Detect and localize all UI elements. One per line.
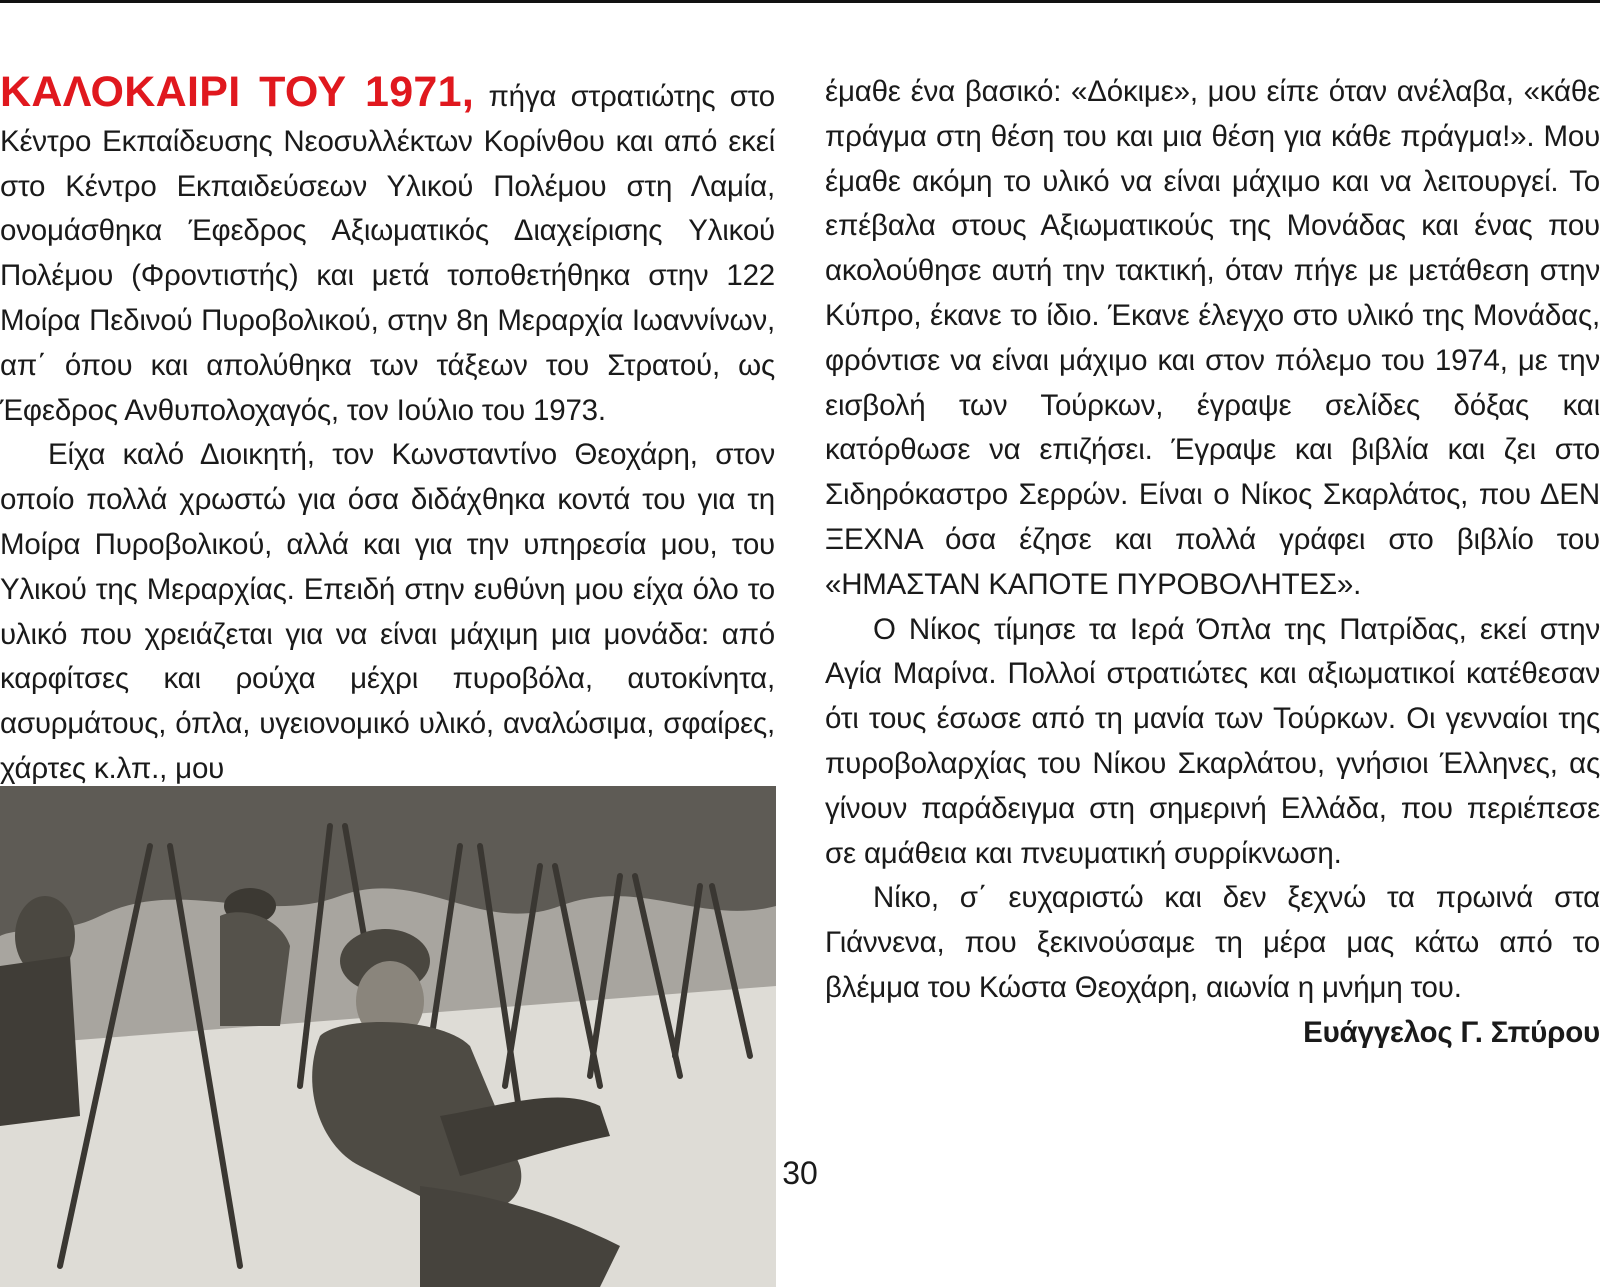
paragraph-2: Είχα καλό Διοικητή, τον Κωνσταντίνο Θεοχάρη, στον οποίο πολλά χρωστώ για όσα διδάχθηκα κοντά του για τη Μοίρα Πυροβολικού, αλλά και για την υπηρεσία μου, του Υλικού της Μεραρχίας. Επειδή στην ευθύνη μου είχα όλο το υλικό που χρειάζεται για να είναι μάχιμη μια μονάδα: από καρφίτσες και ρούχα μέχρι πυροβόλα, αυτοκίνητα, ασυρμάτους, όπλα, υγειονομικό υλικό, αναλώσιμα, σφαίρες, χάρτες κ.λπ., μου [0, 438, 775, 785]
top-rule [0, 0, 1600, 3]
page-number: 30 [782, 1155, 818, 1191]
author-signature: Ευάγγελος Γ. Σπύρου [1303, 1015, 1600, 1049]
soldier-photo [0, 786, 776, 1287]
lead-heading: ΚΑΛΟΚΑΙΡΙ ΤΟΥ 1971, [0, 68, 475, 116]
right-column [825, 70, 1600, 1056]
paragraph-3: Ο Νίκος τίμησε τα Ιερά Όπλα της Πατρίδας, εκεί στην Αγία Μαρίνα. Πολλοί στρατιώτες και αξιωματικοί κατέθεσαν ότι τους έσωσε από τη μανία των Τούρκων. Οι γενναίοι της πυροβολαρχίας του Νίκου Σκαρλάτου, γνήσιοι Έλληνες, ας γίνουν παράδειγμα στη σημερινή Ελλάδα, που περιέπεσε σε αμάθεια και πνευματική συρρίκνωση. [825, 612, 1600, 870]
paragraph-4: Νίκο, σ΄ ευχαριστώ και δεν ξεχνώ τα πρωινά στα Γιάννενα, που ξεκινούσαμε τη μέρα μας κάτω από το βλέμμα του Κώστα Θεοχάρη, αιωνία η μνήμη του. [825, 881, 1600, 1004]
paragraph-1-text: πήγα στρατιώτης στο Κέντρο Εκπαίδευσης Νεοσυλλέκτων Κορίνθου και από εκεί στο Κέντρο Εκπαιδεύσεων Υλικού Πολέμου στη Λαμία, ονομάσθηκα Έφεδρος Αξιωματικός Διαχείρισης Υλικού Πολέμου (Φροντιστής) και μετά τοποθετήθηκα στην 122 Μοίρα Πεδινού Πυροβολικού, στην 8η Μεραρχία Ιωαννίνων, απ΄ όπου και απολύθηκα των τάξεων του Στρατού, ως Έφεδρος Ανθυπολοχαγός, τον Ιούλιο του 1973. [0, 80, 775, 427]
left-column [0, 70, 775, 792]
paragraph-1 [0, 70, 775, 433]
paragraph-2-continued: έμαθε ένα βασικό: «Δόκιμε», μου είπε όταν ανέλαβα, «κάθε πράγμα στη θέση του και μια θέση για κάθε πράγμα!». Μου έμαθε ακόμη το υλικό να είναι μάχιμο και να λειτουργεί. Το επέβαλα στους Αξιωματικούς της Μονάδας και ένας που ακολούθησε αυτή την τακτική, όταν πήγε με μετάθεση στην Κύπρο, έκανε το ίδιο. Έκανε έλεγχο στο υλικό της Μονάδας, φρόντισε να είναι μάχιμο και στον πόλεμο του 1974, με την εισβολή των Τούρκων, έγραψε σελίδες δόξας και κατόρθωσε να επιζήσει. Έγραψε και βιβλία και ζει στο Σιδηρόκαστρο Σερρών. Είναι ο Νίκος Σκαρλάτος, που ΔΕΝ ΞΕΧΝΑ όσα έζησε και πολλά γράφει στο βιβλίο του «ΗΜΑΣΤΑΝ ΚΑΠΟΤΕ ΠΥΡΟΒΟΛΗΤΕΣ». [825, 75, 1600, 601]
